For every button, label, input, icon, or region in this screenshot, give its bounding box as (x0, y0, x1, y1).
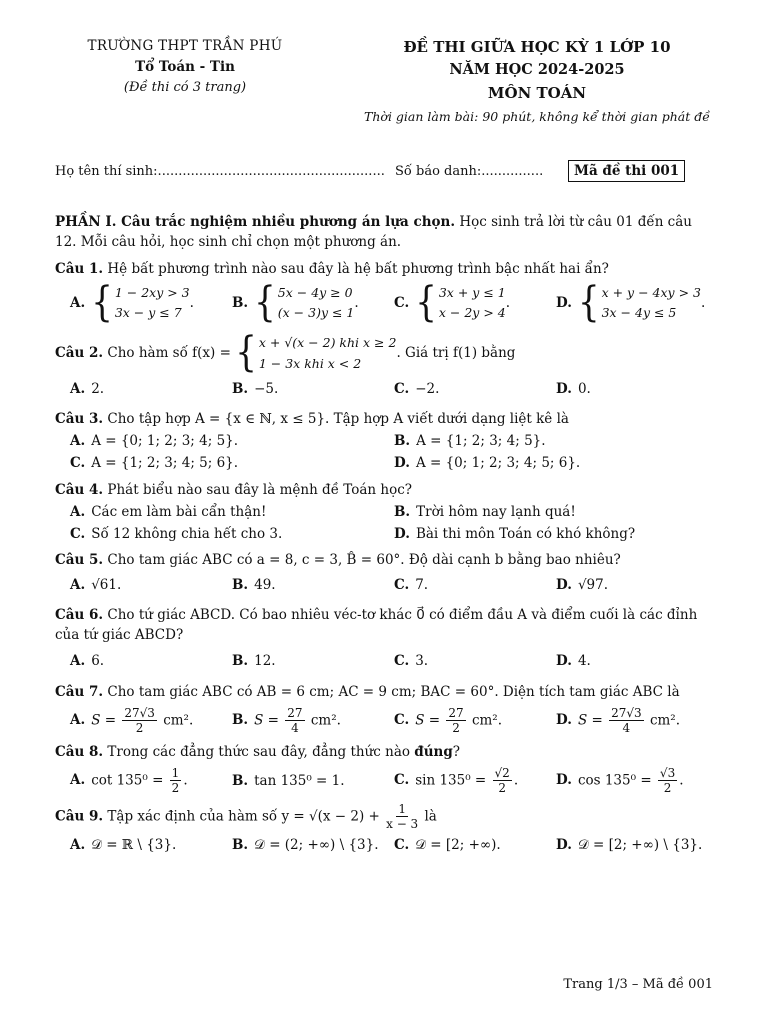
option-b: B. Trời hôm nay lạnh quá! (394, 503, 576, 520)
option-d: D. √97. (556, 576, 609, 593)
candidate-number-field: Số báo danh:............... (395, 164, 544, 179)
page-footer: Trang 1/3 – Mã đề 001 (563, 977, 713, 992)
header-right (352, 36, 722, 126)
question-9: Câu 9. Tập xác định của hàm số y = √(x − 2) + $\frac{1}{x - 3}$ là (55, 801, 437, 831)
exam-body (55, 212, 715, 856)
option-b: B. 49. (232, 576, 276, 593)
school-year: NĂM HỌC 2024-2025 (449, 61, 625, 79)
question-1-options (55, 279, 715, 328)
subject: MÔN TOÁN (487, 83, 587, 102)
candidate-info (55, 160, 715, 184)
option-d: D. 0. (556, 380, 591, 397)
question-5-options (55, 575, 715, 595)
question-8: Câu 8. Trong các đẳng thức sau đây, đẳng thức nào đúng? (55, 743, 461, 760)
option-b: B. { 5x − 4y ≥ 0 (x − 3)y ≤ 1 . (232, 279, 359, 328)
option-d: D. Bài thi môn Toán có khó không? (394, 526, 636, 542)
question-3: Câu 3. Cho tập hợp A = {x ∈ ℕ, x ≤ 5}. Tập hợp A viết dưới dạng liệt kê là (55, 410, 569, 427)
option-d: D. cos 135⁰ = $\frac{√3}{2}$ . (556, 765, 684, 796)
option-c: C. S = $\frac{27}{2}$ cm². (394, 705, 503, 736)
option-a: A. √61. (70, 576, 122, 593)
option-b: B. tan 135⁰ = 1. (232, 772, 345, 789)
question-7-options (55, 706, 715, 736)
option-b: B. −5. (232, 380, 279, 397)
option-c: C. 𝒟 = [2; +∞). (394, 837, 501, 854)
question-2-options (55, 379, 715, 399)
option-d: D. { x + y − 4xy > 3 3x − 4y ≤ 5 . (556, 279, 706, 328)
question-label: Câu 1. (55, 260, 104, 277)
part-1-instruction: Học sinh trả lời từ câu 01 đến câu 12. Mỗi câu hỏi, học sinh chỉ chọn một phương án. (55, 214, 692, 251)
question-7: Câu 7. Cho tam giác ABC có AB = 6 cm; AC = 9 cm; BAC = 60°. Diện tích tam giác ABC là (55, 683, 680, 700)
option-c: C. Số 12 không chia hết cho 3. (70, 526, 283, 542)
question-4: Câu 4. Phát biểu nào sau đây là mệnh đề Toán học? (55, 481, 413, 498)
option-b: B. 12. (232, 653, 276, 670)
option-c: C. sin 135⁰ = $\frac{√2}{2}$ . (394, 765, 519, 796)
option-a: A. { 1 − 2xy > 3 3x − y ≤ 7 . (70, 279, 194, 328)
option-d: D. A = {0; 1; 2; 3; 4; 5; 6}. (394, 455, 581, 472)
option-a: A. 2. (70, 380, 105, 397)
option-d: D. S = $\frac{27√3}{4}$ cm². (556, 705, 681, 736)
option-c: C. 7. (394, 576, 429, 593)
option-b: B. S = $\frac{27}{4}$ cm². (232, 705, 341, 736)
candidate-name-field: Họ tên thí sinh:....................................................... (55, 164, 385, 179)
question-9-options (55, 835, 715, 855)
exam-code-box: Mã đề thi 001 (568, 160, 685, 182)
option-c: C. A = {1; 2; 3; 4; 5; 6}. (70, 455, 239, 472)
question-5: Câu 5. Cho tam giác ABC có a = 8, c = 3, B̂ = 60°. Độ dài cạnh b bằng bao nhiêu? (55, 552, 621, 569)
option-b: B. 𝒟 = (2; +∞) \ {3}. (232, 837, 379, 854)
exam-title: ĐỀ THI GIỮA HỌC KỲ 1 LỚP 10 (403, 38, 671, 56)
part-1-title: PHẦN I. Câu trắc nghiệm nhiều phương án lựa chọn. (55, 214, 456, 230)
question-6: Câu 6. Cho tứ giác ABCD. Có bao nhiêu véc-tơ khác 0⃗ có điểm đầu A và điểm cuối là các đỉnh của tứ giác ABCD? (55, 606, 698, 643)
option-c: C. 3. (394, 653, 429, 670)
option-a: A. 6. (70, 653, 105, 670)
time-note: Thời gian làm bài: 90 phút, không kể thời gian phát đề (364, 108, 710, 124)
question-2: Câu 2. Cho hàm số f(x) = { x + √(x − 2) khi x ≥ 2 1 − 3x khi x < 2 . Giá trị f(1) bằng (55, 329, 516, 378)
option-a: A. S = $\frac{27√3}{2}$ cm². (70, 705, 194, 736)
school-name: TRƯỜNG THPT TRẦN PHÚ (87, 38, 283, 54)
option-d: D. 𝒟 = [2; +∞) \ {3}. (556, 837, 703, 854)
department: Tổ Toán - Tin (135, 58, 235, 75)
question-text: Hệ bất phương trình nào sau đây là hệ bất phương trình bậc nhất hai ẩn? (107, 260, 609, 277)
question-label: Câu 2. (55, 344, 104, 361)
part-1-heading (55, 212, 715, 253)
question-8-options (55, 766, 715, 796)
option-a: A. Các em làm bài cẩn thận! (70, 503, 267, 520)
option-a: A. A = {0; 1; 2; 3; 4; 5}. (70, 433, 239, 449)
option-a: A. cot 135⁰ = $\frac{1}{2}$ . (70, 765, 188, 796)
pages-note: (Đề thi có 3 trang) (123, 79, 247, 95)
option-c: C. −2. (394, 380, 440, 397)
option-a: A. 𝒟 = ℝ \ {3}. (70, 837, 177, 854)
option-c: C. { 3x + y ≤ 1 x − 2y > 4 . (394, 279, 511, 328)
question-3-options (55, 431, 715, 474)
header-left (55, 36, 315, 98)
question-1 (55, 259, 715, 279)
question-4-options (55, 502, 715, 545)
question-6-options (55, 651, 715, 671)
option-b: B. A = {1; 2; 3; 4; 5}. (394, 433, 546, 449)
option-d: D. 4. (556, 653, 591, 670)
